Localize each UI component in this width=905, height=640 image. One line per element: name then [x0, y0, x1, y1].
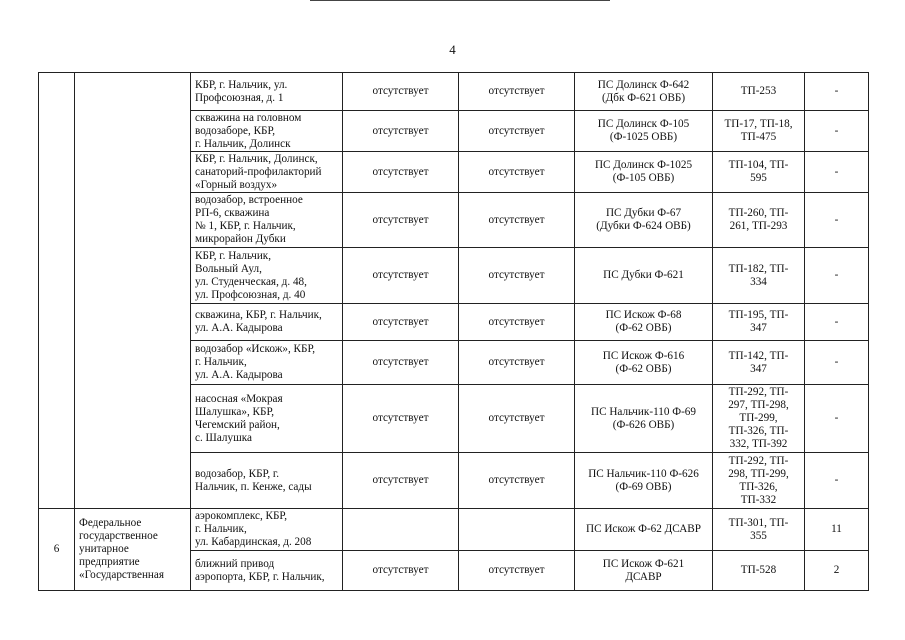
tp-cell: ТП-142, ТП- 347 — [728, 349, 789, 375]
page-number: 4 — [449, 42, 456, 57]
value-cell: - — [834, 315, 839, 328]
infrastructure-table — [38, 72, 869, 591]
absent-cell: отсутствует — [488, 85, 545, 97]
absent-cell: отсутствует — [372, 124, 429, 137]
group-number: 6 — [53, 543, 60, 555]
absent-cell: отсутствует — [372, 269, 429, 281]
value-cell: 2 — [833, 564, 840, 576]
address-cell: КБР, г. Нальчик, Долинск, санаторий-профилакторий «Горный воздух» — [195, 152, 322, 191]
absent-cell: отсутствует — [372, 315, 429, 328]
value-cell: - — [834, 412, 839, 424]
substation-cell: ПС Долинск Ф-642 (Дбк Ф-621 ОВБ) — [597, 78, 690, 104]
value-cell: - — [834, 356, 839, 368]
absent-cell: отсутствует — [488, 269, 545, 281]
organization-name: Федеральное государственное унитарное предприятие «Государственная — [79, 517, 165, 581]
absent-cell: отсутствует — [488, 315, 545, 328]
substation-cell: ПС Дубки Ф-67 (Дубки Ф-624 ОВБ) — [596, 207, 691, 232]
top-rule — [310, 0, 610, 2]
tp-cell: ТП-292, ТП- 298, ТП-299, ТП-326, ТП-332 — [728, 454, 789, 506]
tp-cell: ТП-104, ТП- 595 — [728, 159, 789, 184]
value-cell: 11 — [831, 523, 842, 535]
tp-cell: ТП-260, ТП- 261, ТП-293 — [728, 207, 789, 232]
table-row — [39, 509, 869, 551]
value-cell: - — [834, 124, 839, 137]
address-cell: водозабор, встроенное РП-6, скважина № 1, КБР, г. Нальчик, микрорайон Дубки — [195, 194, 303, 245]
absent-cell: отсутствует — [488, 474, 545, 486]
value-cell: - — [834, 165, 839, 178]
substation-cell: ПС Долинск Ф-1025 (Ф-105 ОВБ) — [594, 159, 693, 184]
absent-cell: отсутствует — [372, 165, 429, 178]
absent-cell: отсутствует — [372, 564, 429, 576]
organization-cell — [75, 73, 191, 509]
group-number-cell — [39, 73, 75, 509]
substation-cell: ПС Искож Ф-62 ДСАВР — [586, 523, 701, 535]
substation-cell: ПС Долинск Ф-105 (Ф-1025 ОВБ) — [597, 118, 690, 143]
value-cell: - — [834, 474, 839, 486]
address-cell: ближний привод аэропорта, КБР, г. Нальчик, — [195, 557, 325, 583]
address-cell: насосная «Мокрая Шалушка», КБР, Чегемский район, с. Шалушка — [195, 392, 283, 444]
address-cell: скважина на головном водозаборе, КБР, г. Нальчик, Долинск — [195, 111, 302, 150]
substation-cell: ПС Искож Ф-621 ДСАВР — [602, 557, 685, 583]
address-cell: скважина, КБР, г. Нальчик, ул. А.А. Кадырова — [195, 309, 322, 334]
substation-cell: ПС Нальчик-110 Ф-626 (Ф-69 ОВБ) — [588, 467, 699, 493]
table-row — [39, 73, 869, 111]
value-cell: - — [834, 213, 839, 226]
tp-cell: ТП-195, ТП- 347 — [728, 309, 789, 334]
absent-cell: отсутствует — [488, 356, 545, 368]
absent-cell: отсутствует — [488, 165, 545, 178]
tp-cell: ТП-253 — [740, 85, 777, 97]
absent-cell: отсутствует — [488, 564, 545, 576]
tp-cell: ТП-17, ТП-18, ТП-475 — [724, 118, 793, 143]
tp-cell: ТП-301, ТП- 355 — [728, 516, 789, 542]
address-cell: КБР, г. Нальчик, Вольный Аул, ул. Студенческая, д. 48, ул. Профсоюзная, д. 40 — [195, 249, 307, 301]
absent-cell: отсутствует — [372, 213, 429, 226]
substation-cell: ПС Искож Ф-616 (Ф-62 ОВБ) — [602, 349, 685, 375]
absent-cell: отсутствует — [372, 474, 429, 486]
substation-cell: ПС Нальчик-110 Ф-69 (Ф-626 ОВБ) — [590, 405, 696, 431]
address-cell: водозабор «Искож», КБР, г. Нальчик, ул. А.А. Кадырова — [195, 343, 316, 381]
value-cell: - — [834, 85, 839, 97]
tp-cell: ТП-292, ТП- 297, ТП-298, ТП-299, ТП-326, ТП- 332, ТП-392 — [728, 386, 789, 450]
substation-cell: ПС Искож Ф-68 (Ф-62 ОВБ) — [605, 309, 682, 334]
absent-cell: отсутствует — [488, 124, 545, 137]
absent-cell: отсутствует — [372, 85, 429, 97]
tp-cell: ТП-182, ТП- 334 — [728, 262, 789, 288]
absent-cell: отсутствует — [488, 412, 545, 424]
address-cell: аэрокомплекс, КБР, г. Нальчик, ул. Кабардинская, д. 208 — [195, 510, 312, 548]
value-cell: - — [834, 269, 839, 281]
address-cell: КБР, г. Нальчик, ул. Профсоюзная, д. 1 — [195, 78, 288, 104]
absent-cell: отсутствует — [372, 356, 429, 368]
absent-cell: отсутствует — [488, 213, 545, 226]
substation-cell: ПС Дубки Ф-621 — [603, 269, 684, 281]
absent-cell: отсутствует — [372, 412, 429, 424]
address-cell: водозабор, КБР, г. Нальчик, п. Кенже, сады — [195, 467, 312, 493]
tp-cell: ТП-528 — [740, 564, 777, 576]
